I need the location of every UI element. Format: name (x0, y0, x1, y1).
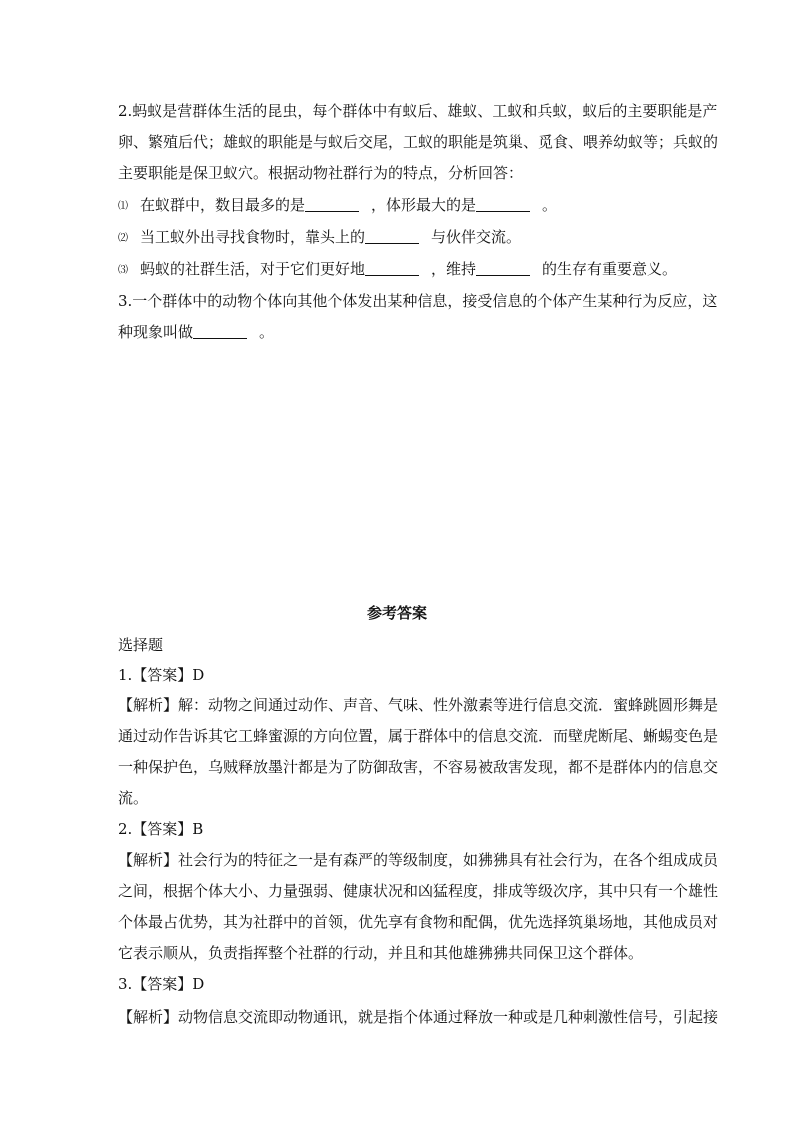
answer-1-label: 1.【答案】D (118, 666, 205, 684)
sub-text-b: 与伙伴交流。 (431, 228, 522, 246)
answer-blank[interactable] (193, 324, 247, 339)
answers-title: 参考答案 (366, 604, 427, 622)
q2-sub-2 (118, 226, 688, 250)
q2-sub-3 (118, 258, 688, 282)
q3-line-2 (118, 321, 688, 343)
sub-text-a: 在蚁群中，数目最多的是 (140, 196, 306, 214)
q2-line-3: 主要职能是保卫蚁穴。根据动物社群行为的特点，分析回答： (118, 164, 524, 182)
answer-2-line-4: 它表示顺从，负责指挥整个社群的行动，并且和其他雄狒狒共同保卫这个群体。 (118, 944, 644, 962)
answer-blank[interactable] (365, 229, 419, 244)
q3-suffix: 。 (259, 323, 275, 341)
section-label: 选择题 (118, 636, 164, 654)
answer-1-line-3: 一种保护色，乌贼释放墨汁都是为了防御敌害，不容易被敌害发现，都不是群体内的信息交 (118, 758, 719, 776)
q2-line-2: 卵、繁殖后代；雄蚁的职能是与蚁后交尾，工蚁的职能是筑巢、觅食、喂养幼蚁等；兵蚁的 (118, 133, 719, 151)
sub-text-a: 当工蚁外出寻找食物时，靠头上的 (140, 228, 366, 246)
q2-line-1: 2.蚂蚁是营群体生活的昆虫，每个群体中有蚁后、雄蚁、工蚁和兵蚁，蚁后的主要职能是产 (118, 102, 718, 120)
sub-text-b: ，体形最大的是 (371, 196, 477, 214)
q2-sub-1 (118, 194, 688, 218)
answer-2-line-3: 个体最占优势，其为社群中的首领，优先享有食物和配偶，优先选择筑巢场地，其他成员对 (118, 913, 719, 931)
answer-blank[interactable] (365, 261, 419, 276)
answer-2-label: 2.【答案】B (118, 820, 204, 838)
sub-text-c: 的生存有重要意义。 (542, 260, 678, 278)
answer-blank[interactable] (476, 197, 530, 212)
sub-number: ⑶ (118, 265, 128, 276)
answer-3-line-1: 【解析】动物信息交流即动物通讯，就是指个体通过释放一种或是几种刺激性信号，引起接 (118, 1008, 719, 1026)
q3-line-1: 3.一个群体中的动物个体向其他个体发出某种信息，接受信息的个体产生某种行为反应，这 (118, 292, 718, 310)
sub-text-b: ，维持 (431, 260, 477, 278)
answer-2-line-2: 之间，根据个体大小、力量强弱、健康状况和凶猛程度，排成等级次序，其中只有一个雄性 (118, 882, 719, 900)
answer-3-label: 3.【答案】D (118, 975, 205, 993)
sub-text-a: 蚂蚁的社群生活，对于它们更好地 (140, 260, 366, 278)
answer-1-line-4: 流。 (118, 789, 149, 807)
sub-number: ⑵ (118, 233, 128, 244)
sub-text-c: 。 (542, 196, 558, 214)
answer-2-line-1: 【解析】社会行为的特征之一是有森严的等级制度，如狒狒具有社会行为，在各个组成成员 (118, 851, 719, 869)
q3-prefix: 种现象叫做 (118, 323, 194, 341)
answer-1-line-1: 【解析】解：动物之间通过动作、声音、气味、性外激素等进行信息交流．蜜蜂跳圆形舞是 (118, 696, 719, 714)
answer-1-line-2: 通过动作告诉其它工蜂蜜源的方向位置，属于群体中的信息交流．而壁虎断尾、蜥蜴变色是 (118, 727, 719, 745)
sub-number: ⑴ (118, 201, 128, 212)
answer-blank[interactable] (305, 197, 359, 212)
answer-blank[interactable] (476, 261, 530, 276)
